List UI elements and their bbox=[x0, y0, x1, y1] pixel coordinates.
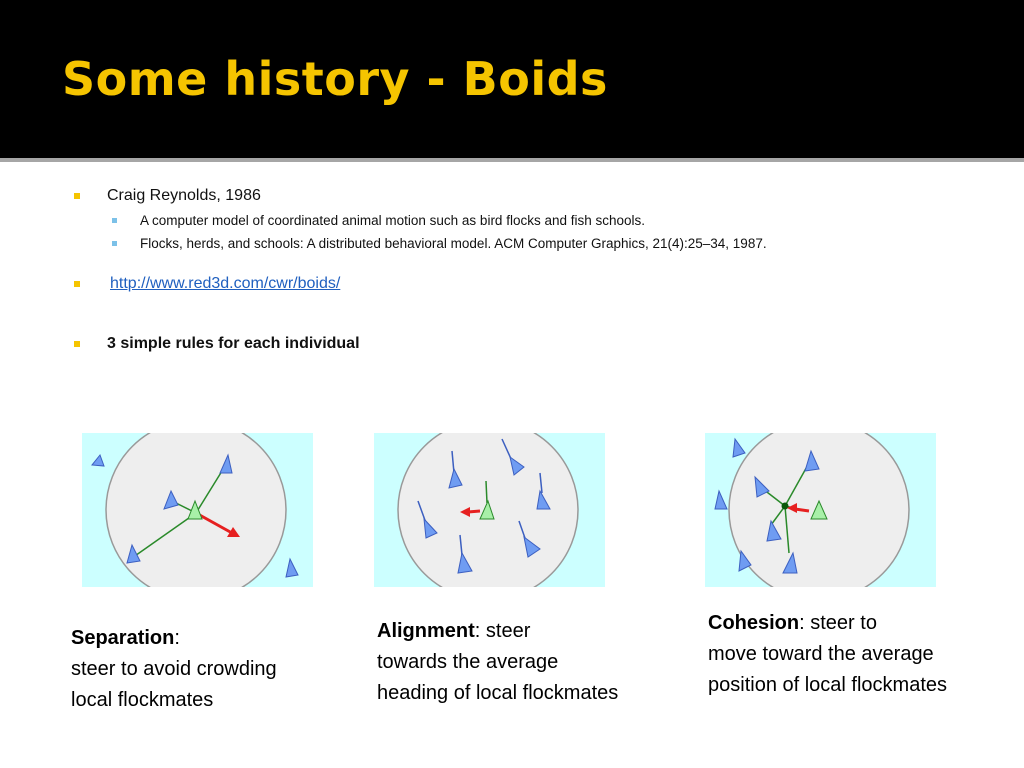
sub-bullet-citation bbox=[140, 236, 767, 251]
cohesion-caption bbox=[708, 608, 947, 701]
alignment-line2: towards the average bbox=[377, 651, 559, 673]
alignment-title: Alignment bbox=[377, 620, 475, 642]
separation-line3: local flockmates bbox=[71, 689, 214, 711]
bullet-author-text: Craig Reynolds, 1986 bbox=[107, 187, 261, 204]
separation-line2: steer to avoid crowding bbox=[71, 658, 277, 680]
center-of-mass-dot bbox=[782, 503, 789, 510]
separation-title: Separation bbox=[71, 627, 175, 649]
bullet-rules bbox=[107, 335, 360, 353]
slide-title: Some history - Boids bbox=[62, 52, 608, 106]
alignment-rest: : steer bbox=[474, 620, 531, 642]
steer-arrow bbox=[795, 509, 809, 511]
bullet-link bbox=[110, 275, 340, 293]
bullet-marker bbox=[74, 193, 80, 199]
sub-bullet-marker bbox=[112, 241, 117, 246]
separation-diagram bbox=[82, 433, 313, 587]
separation-caption bbox=[71, 623, 277, 716]
title-bar bbox=[0, 0, 1024, 158]
boids-link[interactable]: http://www.red3d.com/cwr/boids/ bbox=[110, 275, 341, 292]
cohesion-line3: position of local flockmates bbox=[708, 674, 948, 696]
cohesion-title: Cohesion bbox=[708, 612, 800, 634]
sub-bullet-citation-text: Flocks, herds, and schools: A distributed behavioral model. ACM Computer Graphics, 21(4):25–34, 1987. bbox=[140, 236, 767, 251]
separation-colon: : bbox=[174, 627, 180, 649]
cohesion-diagram bbox=[705, 433, 936, 587]
bullet-rules-text: 3 simple rules for each individual bbox=[107, 335, 360, 352]
cohesion-line2: move toward the average bbox=[708, 643, 934, 665]
cohesion-rest: : steer to bbox=[799, 612, 877, 634]
sub-bullet-description-text: A computer model of coordinated animal motion such as bird flocks and fish schools. bbox=[140, 213, 646, 228]
sub-bullet-marker bbox=[112, 218, 117, 223]
bullet-marker bbox=[74, 281, 80, 287]
bullet-author bbox=[107, 187, 261, 205]
alignment-diagram bbox=[374, 433, 605, 587]
bullet-marker bbox=[74, 341, 80, 347]
sub-bullet-description bbox=[140, 213, 645, 228]
alignment-line3: heading of local flockmates bbox=[377, 682, 619, 704]
heading-line bbox=[486, 481, 487, 503]
alignment-caption bbox=[377, 616, 618, 709]
